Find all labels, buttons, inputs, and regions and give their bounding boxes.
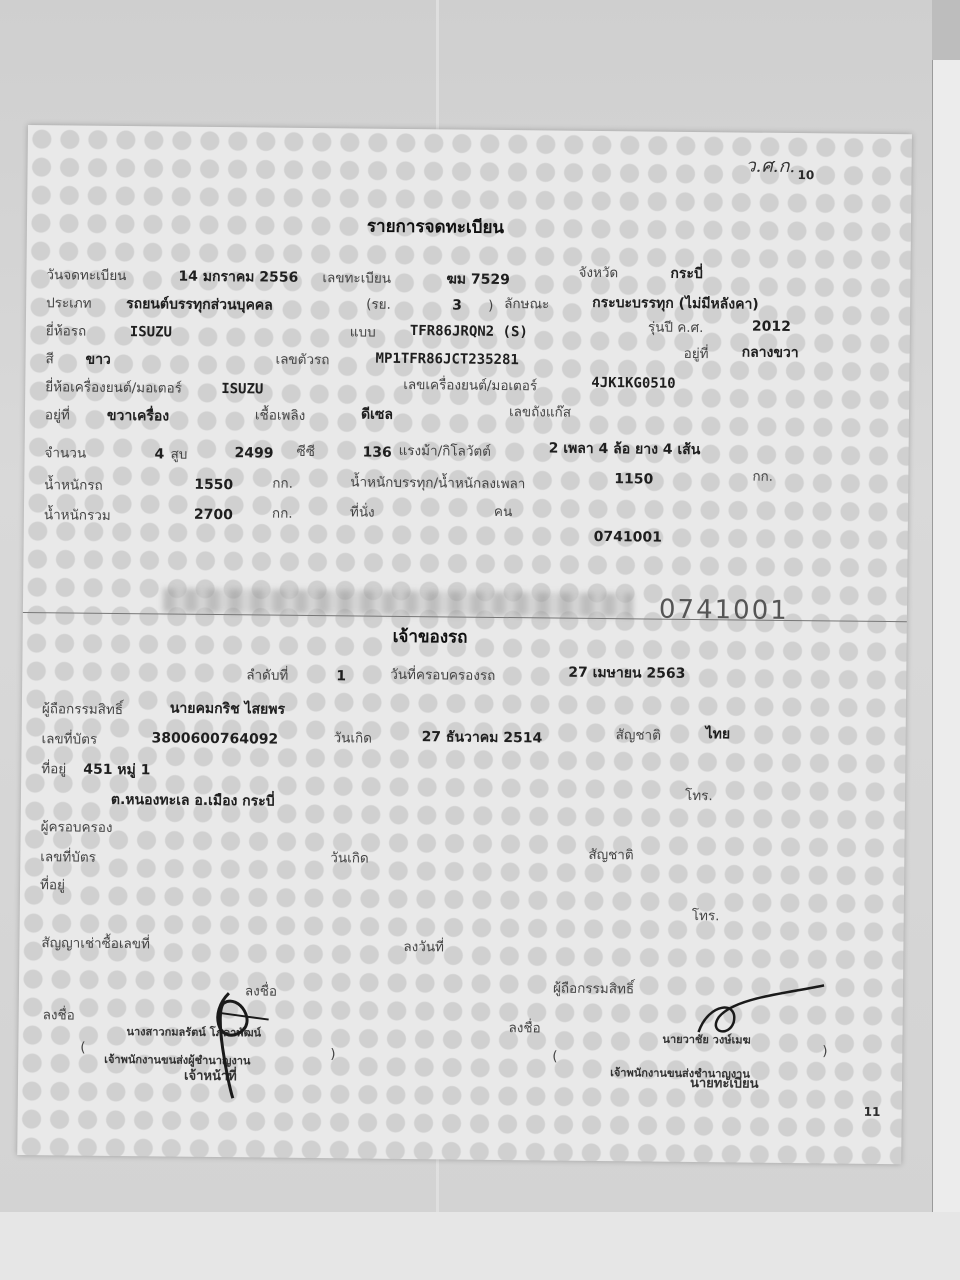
page-number-bottom: 11 [863,1104,881,1119]
serial-large: 0741001 [658,594,789,626]
left-signer-title: เจ้าพนักงานขนส่งผู้ชำนาญงาน [104,1052,251,1068]
nationality-value: ไทย [705,726,731,743]
owner-section-title: เจ้าของรถ [392,626,468,648]
province-label: จังหวัด [578,264,619,282]
gross-value: 2700 [193,506,233,524]
engine-loc-value: ขวาเครื่อง [106,407,170,425]
type-value: รถยนต์บรรทุกส่วนบุคคล [126,296,273,314]
possession-date-value: 27 เมษายน 2563 [568,664,686,682]
right-paren-close: ) [822,1043,828,1060]
cc-unit: ซีซี [296,443,316,461]
possessor-address-label: ที่อยู่ [39,877,66,894]
character-value: กระบะบรรทุก (ไม่มีหลังคา) [592,294,759,313]
registration-document [17,125,912,1164]
hp-value: 136 [362,444,392,461]
color-value: ขาว [85,351,111,368]
fuel-value: ดีเซล [360,406,394,423]
province-value: กระบี่ [670,265,703,283]
engine-brand-label: ยี่ห้อเครื่องยนต์/มอเตอร์ [45,379,183,397]
possessor-id-label: เลขที่บัตร [40,849,97,866]
seats-label: ที่นั่ง [349,504,375,521]
left-paren-open: ( [80,1039,86,1056]
reg-date-value: 14 มกราคม 2556 [178,268,299,286]
engine-no-label: เลขเครื่องยนต์/มอเตอร์ [403,376,538,395]
reg-no-label: เลขทะเบียน [322,270,392,287]
weight-label: น้ำหนักรถ [44,477,103,494]
book-code: 0741001 [593,528,663,546]
sign-label-top-left: ลงชื่อ [244,983,278,1000]
page-number-top: 10 [797,168,815,183]
order-label: ลำดับที่ [246,667,289,684]
address-line1: 451 หมู่ 1 [83,761,151,779]
signed-date-label: ลงวันที่ [403,938,445,956]
possessor-dob-label: วันเกิด [330,850,369,867]
engine-loc-label: อยู่ที่ [44,407,70,424]
nationality-label: สัญชาติ [615,727,661,744]
holder-name: นายคมกริช ไสยพร [169,700,286,718]
dob-value: 27 ธันวาคม 2514 [421,729,543,747]
right-signer-role: นายทะเบียน [689,1075,759,1092]
chassis-label: เลขตัวรถ [275,351,330,369]
left-paren-close: ) [330,1046,336,1063]
possessor-nationality-label: สัญชาติ [588,846,634,864]
blurred-strip [163,588,633,617]
character-label: ลักษณะ [504,295,550,313]
sign-label-left: ลงชื่อ [42,1007,75,1024]
gas-tank-label: เลขถังแก๊ส [508,404,572,421]
brand-label: ยี่ห้อรถ [45,323,87,340]
hp-unit: แรงม้า/กิโลวัตต์ [398,442,492,460]
holder-label: ผู้ถือกรรมสิทธิ์ [41,701,124,719]
fuel-label: เชื้อเพลิง [254,407,306,424]
category-num: 3 [452,297,462,314]
possession-date-label: วันที่ครอบครองรถ [390,666,496,684]
left-signature-drawing [198,973,289,1104]
chassis-value: MP1TFR86JCT235281 [375,350,519,369]
engine-brand-value: ISUZU [221,381,264,398]
weight-unit: กก. [272,475,293,492]
category-suffix: ) [488,297,494,314]
engine-no-value: 4JK1KG0510 [591,374,676,392]
load-value: 1150 [614,471,654,488]
address-label: ที่อยู่ [41,761,67,778]
load-unit: กก. [752,468,774,485]
right-signer-title: เจ้าพนักงานขนส่งชำนาญงาน [610,1066,750,1081]
possessor-label: ผู้ครอบครอง [40,819,113,836]
model-value: TFR86JRQN2 (S) [409,323,528,341]
stacked-paper-edge [932,60,960,1280]
cc-value: 2499 [234,445,274,462]
sign-label-right: ลงชื่อ [508,1020,541,1037]
document-title: รายการจดทะเบียน [366,216,505,238]
chassis-loc-value: กลางขวา [741,344,799,362]
cylinders-unit: สูบ [170,446,188,463]
handwritten-mark: ว.ศ.ก. [745,155,796,178]
order-value: 1 [336,668,347,685]
right-signature-drawing [678,982,839,1044]
category-prefix: (รย. [366,296,391,313]
cylinders-value: 4 [154,446,165,463]
reg-no-value: ฆม 7529 [446,271,510,289]
weight-value: 1550 [194,476,234,494]
gross-label: น้ำหนักรวม [43,507,111,524]
owner-tel-label: โทร. [684,787,713,805]
gross-unit: กก. [271,505,293,522]
address-line2: ต.หนองทะเล อ.เมือง กระบี่ [110,791,275,810]
id-value: 3800600764092 [151,730,279,748]
dob-label: วันเกิด [333,730,373,747]
possessor-tel-label: โทร. [691,907,720,925]
id-label: เลขที่บัตร [41,731,98,748]
model-year-value: 2012 [751,318,791,335]
left-signer-role: เจ้าหน้าที่ [183,1068,237,1085]
axles-value: 2 เพลา 4 ล้อ ยาง 4 เส้น [548,440,701,459]
right-paren-open: ( [552,1048,558,1065]
chassis-loc-label: อยู่ที่ [683,345,709,363]
model-label: แบบ [349,324,376,341]
right-signer-name: นายวาชัย วงษ์เมฆ [662,1032,751,1047]
model-year-label: รุ่นปี ค.ศ. [647,319,704,337]
holder-sign-label: ผู้ถือกรรมสิทธิ์ [552,980,635,998]
load-label: น้ำหนักบรรทุก/น้ำหนักลงเพลา [350,474,526,493]
type-label: ประเภท [46,295,92,312]
hire-purchase-label: สัญญาเช่าซื้อเลขที่ [41,935,150,953]
reg-date-label: วันจดทะเบียน [46,267,127,285]
table-surface [0,1212,960,1280]
brand-value: ISUZU [129,324,173,341]
seats-unit: คน [493,503,513,521]
count-label: จำนวน [44,445,87,462]
color-label: สี [45,351,54,368]
left-signer-name: นางสาวกมลรัตน์ โภคาพัฒน์ [126,1025,262,1040]
